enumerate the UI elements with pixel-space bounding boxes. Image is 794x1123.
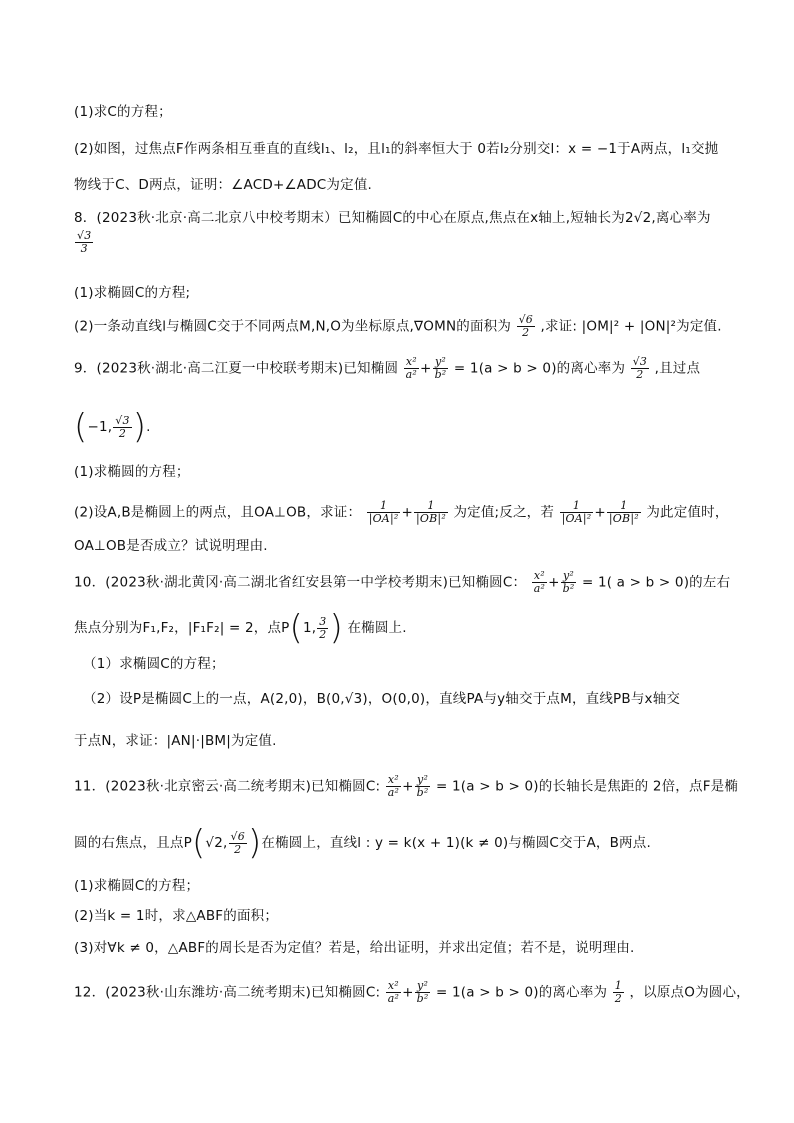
- text-line: (1)求C的方程；: [74, 104, 172, 120]
- fraction: $\frac{1}{\text{|OA|²}}$: [561, 499, 592, 525]
- fraction: $\frac{\text{y²}}{\text{b²}}$: [416, 979, 429, 1005]
- fraction: $\frac{\text{x²}}{\text{a²}}$: [533, 569, 546, 595]
- text-line: 物线于C、D两点，证明：∠ACD+∠ADC为定值.: [74, 177, 373, 193]
- fraction: $\frac{1}{\text{|OB|²}}$: [608, 499, 639, 525]
- fraction: $\frac{\text{y²}}{\text{b²}}$: [416, 773, 429, 799]
- fraction: $\frac{3}{2}$: [319, 614, 327, 641]
- fraction: [74, 230, 94, 255]
- problem-12-heading: 12．(2023秋·山东潍坊·高二统考期末)已知椭圆C: $\frac{\text{x²}}{\text{a²}}$ + $\frac{\text{y²}}{\text{b²}}$ = 1(a > b > 0)的离心率为 $\frac{1}{2}$ ，以原点O为圆心，: [74, 979, 750, 1005]
- text-line: (2)当k = 1时，求△ABF的面积；: [74, 908, 279, 924]
- fraction: $\frac{\text{x²}}{\text{a²}}$: [405, 355, 418, 381]
- text-line: (2)如图，过焦点F作两条相互垂直的直线l₁、l₂，且l₁的斜率恒大于 0若l₂分别交l：x = −1于A两点，l₁交抛: [74, 141, 719, 157]
- problem-9-heading: 9．(2023秋·湖北·高二江夏一中校联考期末)已知椭圆 $\frac{\text{x²}}{\text{a²}}$ + $\frac{\text{y²}}{\text{b²}}$ = 1(a > b > 0)的离心率为 $\frac{√3}{2}$ ,且过点: [74, 355, 701, 381]
- fraction: $\frac{\text{x²}}{\text{a²}}$: [387, 773, 400, 799]
- problem-11-heading: 11．(2023秋·北京密云·高二统考期末)已知椭圆C: $\frac{\text{x²}}{\text{a²}}$ + $\frac{\text{y²}}{\text{b²}}$ = 1(a > b > 0)的长轴长是焦距的 2倍，点F是椭: [74, 773, 739, 799]
- text-line: 焦点分别为F₁,F₂，|F₁F₂| = 2，点P(1, $\frac{3}{2}$ ) 在椭圆上.: [74, 608, 407, 648]
- fraction: $\frac{1}{2}$: [614, 979, 622, 1005]
- text-line: 于点N，求证：|AN|·|BM|为定值.: [74, 733, 277, 749]
- fraction: $\frac{√6}{2}$: [518, 313, 533, 339]
- text-line: 圆的右焦点，且点P(√2, $\frac{√6}{2}$ )在椭圆上，直线l : y = k(x + 1)(k ≠ 0)与椭圆C交于A，B两点.: [74, 823, 651, 863]
- fraction: $\frac{1}{\text{|OA|²}}$: [368, 499, 399, 525]
- text-line: （2）设P是椭圆C上的一点，A(2,0)，B(0,√3)，O(0,0)，直线PA与y轴交于点M，直线PB与x轴交: [83, 691, 681, 707]
- fraction: $\frac{\text{y²}}{\text{b²}}$: [434, 355, 447, 381]
- text-line: (2)设A,B是椭圆上的两点，且OA⊥OB，求证： $\frac{1}{\text{|OA|²}}$ + $\frac{1}{\text{|OB|²}}$ 为定值;反之，若 $\frac{1}{\text{|OA|²}}$ + $\frac{1}{\text{|OB|²}}$ 为此定值时，: [74, 499, 729, 525]
- fraction: $\frac{√6}{2}$: [230, 829, 245, 856]
- problem-10-heading: 10．(2023秋·湖北黄冈·高二湖北省红安县第一中学校考期末)已知椭圆C： $\frac{\text{x²}}{\text{a²}}$ + $\frac{\text{y²}}{\text{b²}}$ = 1( a > b > 0)的左右: [74, 569, 731, 595]
- text-line: OA⊥OB是否成立？试说明理由.: [74, 538, 268, 554]
- text-line: (1)求椭圆C的方程；: [74, 878, 200, 894]
- text-line: (2)一条动直线l与椭圆C交于不同两点M,N,O为坐标原点,∇OMN的面积为 $\frac{√6}{2}$ ,求证: |OM|² + |ON|²为定值.: [74, 313, 722, 339]
- text-line: (3)对∀k ≠ 0，△ABF的周长是否为定值？若是，给出证明，并求出定值；若不是，说明理由.: [74, 940, 635, 956]
- eccentricity-fraction: $\frac{√3}{3}$: [77, 229, 92, 255]
- fraction: $\frac{1}{\text{|OB|²}}$: [416, 499, 446, 525]
- text-line: (1)求椭圆的方程；: [74, 464, 190, 480]
- problem-8-heading: 8．(2023秋·北京·高二北京八中校考期末）已知椭圆C的中心在原点,焦点在x轴上,短轴长为2√2,离心率为: [74, 210, 711, 226]
- text-line: （1）求椭圆C的方程；: [83, 656, 225, 672]
- fraction: $\frac{√3}{2}$: [115, 413, 130, 440]
- text-line: (1)求椭圆C的方程;: [74, 285, 191, 301]
- fraction: $\frac{\text{x²}}{\text{a²}}$: [387, 979, 400, 1005]
- fraction: $\frac{\text{y²}}{\text{b²}}$: [562, 569, 575, 595]
- point-coordinates: (−1, $\frac{√3}{2}$ ).: [74, 407, 151, 447]
- fraction: $\frac{√3}{2}$: [632, 355, 648, 381]
